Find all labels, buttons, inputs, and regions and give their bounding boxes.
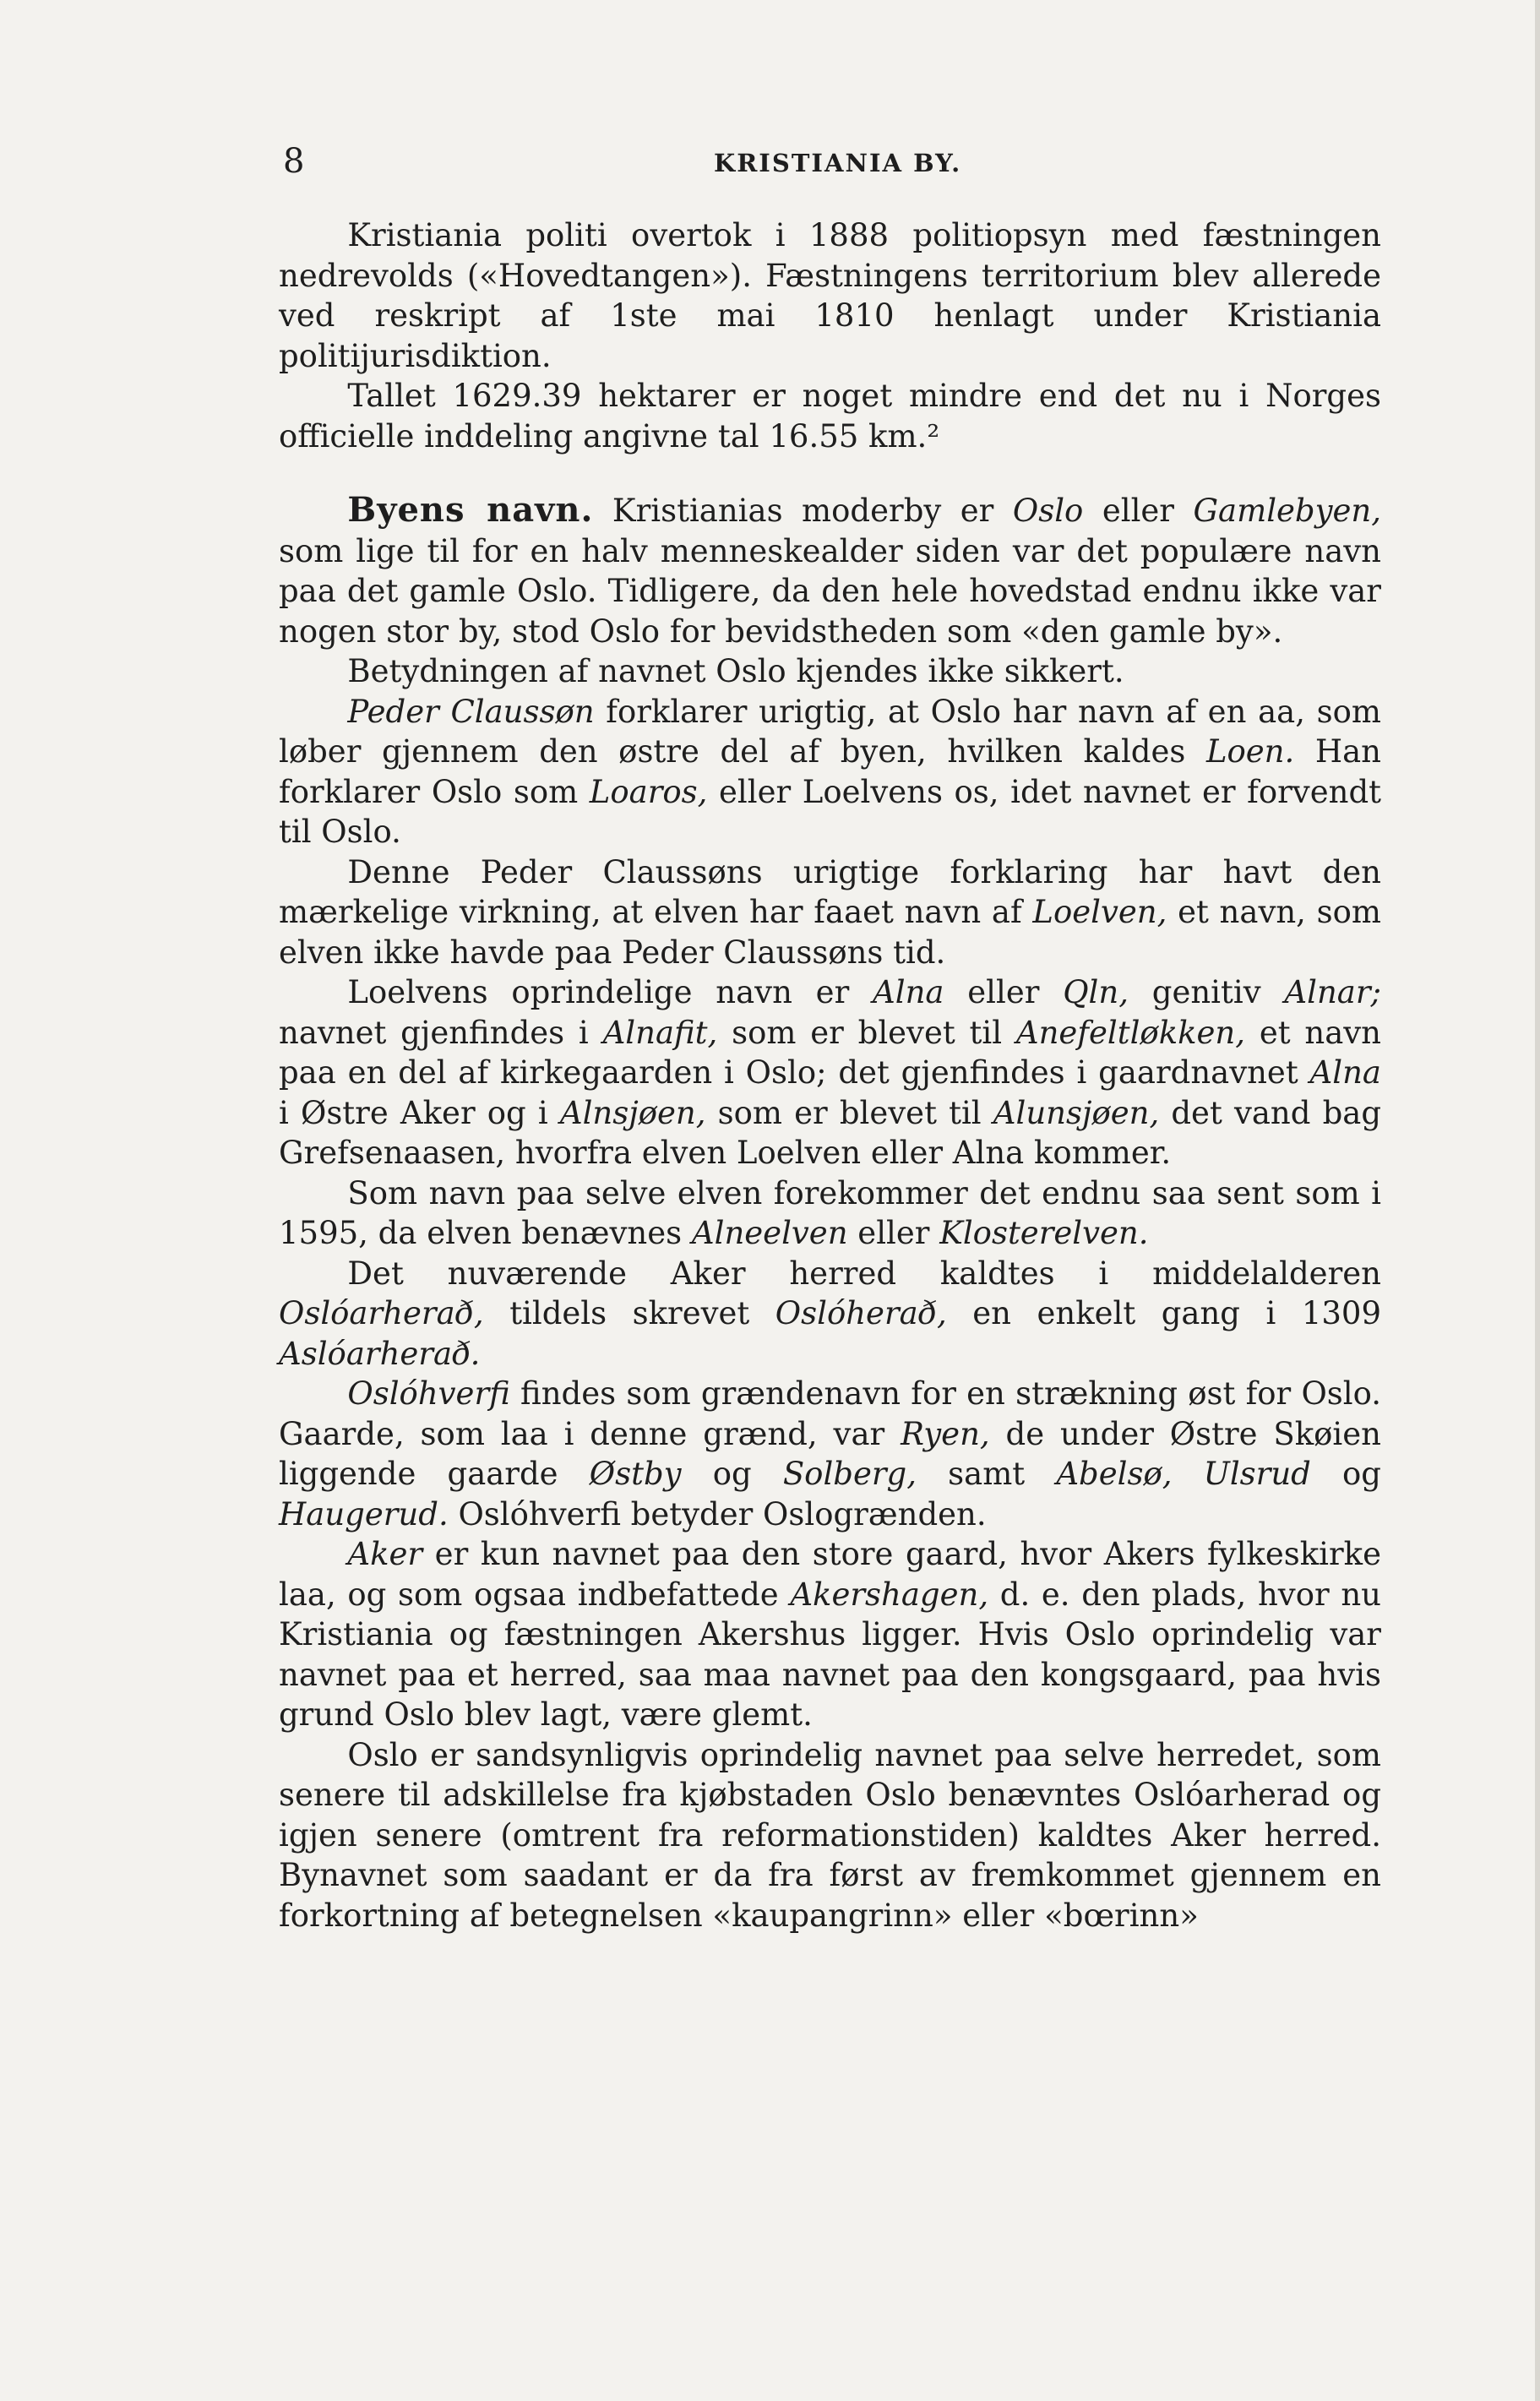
text-run: Kristianias moderby er [593,493,1013,529]
running-head: KRISTIANIA BY. [714,149,962,177]
text-run: Tallet 1629.39 hektarer er noget mindre end det nu i Norges officielle inddeling angivne tal 16.55 km.² [279,378,1381,455]
text-run: tildels skrevet [483,1295,775,1331]
text-run: Betydningen af navnet Oslo kjendes ikke sikkert. [347,653,1124,689]
body-text [279,215,1381,1936]
italic-term: Abelsø, Ulsrud [1056,1456,1311,1492]
italic-term: Alneelven [691,1215,848,1251]
text-run: eller [847,1215,940,1251]
text-run: og [681,1456,783,1492]
italic-term: Alna [873,974,944,1010]
text-run: som er blevet til [705,1094,993,1131]
text-run: de under Østre Skøien liggende gaarde [279,1415,1381,1492]
paragraph-p12 [279,1735,1381,1936]
text-run: Loelvens oprindelige navn er [347,974,873,1010]
italic-term: Oslóhverfi [347,1375,510,1412]
italic-term: Akershagen, [790,1576,989,1613]
italic-term: Loelven, [1032,894,1167,930]
italic-term: Ryen, [901,1415,990,1452]
text-run: som er blevet til [717,1014,1016,1051]
paragraph-p5 [279,692,1381,852]
page-number: 8 [283,142,305,181]
text-run: navnet gjenfindes i [279,1014,603,1051]
text-run: Kristiania politi overtok i 1888 politiopsyn med fæstningen nedrevolds («Hovedtangen»). Fæstningens territorium blev allerede ved reskript af 1ste mai 1810 henlagt under Kristiania politijurisdiktion. [279,217,1381,374]
italic-term: Aker [347,1536,423,1572]
text-run: Denne Peder Claussøns urigtige forklaring har havt den mærkelige virkning, at elven har faaet navn af [279,853,1381,930]
italic-term: Østby [589,1456,682,1492]
italic-term: Oslóarherað, [279,1295,484,1331]
paragraph-p11 [279,1534,1381,1735]
text-run: eller Loelvens os, idet navnet er forvendt til Oslo. [279,773,1381,850]
paragraph-p9 [279,1254,1381,1375]
paragraph-p3 [279,490,1381,651]
text-run: er kun navnet paa den store gaard, hvor Akers fylkeskirke laa, og som ogsaa indbefattede [279,1536,1381,1613]
page-header [283,142,1381,193]
text-run: Han forklarer Oslo som [279,733,1381,810]
text-run: eller [1083,493,1194,529]
page-edge [1535,0,1540,2401]
text-run: d. e. den plads, hvor nu Kristiania og fæstningen Akershus ligger. Hvis Oslo oprindelig var navnet paa et herred, saa maa navnet paa den kongsgaard, paa hvis grund Oslo blev lagt, være glemt. [279,1576,1381,1733]
text-run: det vand bag Grefsenaasen, hvorfra elven Loelven eller Alna kommer. [279,1094,1382,1171]
paragraph-p6 [279,852,1381,973]
italic-term: Loaros, [589,773,708,810]
italic-term: Alna [1309,1054,1381,1091]
italic-term: Anefeltløkken, [1015,1014,1246,1051]
text-run: et navn, som elven ikke havde paa Peder Claussøns tid. [279,894,1382,971]
italic-term: Aslóarherað. [279,1335,481,1372]
text-run: findes som grændenavn for en strækning øst for Oslo. Gaarde, som laa i denne grænd, var [279,1375,1381,1452]
italic-term: Peder Claussøn [347,693,595,730]
text-run: en enkelt gang i 1309 [946,1295,1381,1331]
paragraph-p7 [279,972,1381,1173]
italic-term: Klosterelven. [939,1215,1149,1251]
text-run: samt [917,1456,1057,1492]
text-run: Oslo er sandsynligvis oprindelig navnet paa selve herredet, som senere til adskillelse fra kjøbstaden Oslo benævntes Oslóarherad og igjen senere (omtrent fra reformationstiden) kaldtes Aker herred. Bynavnet som saadant er da fra først av fremkommet gjennem en forkortning af betegnelsen «kaupangrinn» eller «bœrinn» [279,1736,1381,1934]
italic-term: Qln, [1063,974,1129,1010]
text-run: forklarer urigtig, at Oslo har navn af en aa, som løber gjennem den østre del af byen, hvilken kaldes [279,693,1381,770]
italic-term: Alnafit, [602,1014,718,1051]
text-run: genitiv [1128,974,1285,1010]
italic-term: Haugerud. [279,1495,449,1533]
italic-term: Loen. [1205,733,1295,770]
text-run: Det nuværende Aker herred kaldtes i middelalderen [347,1255,1381,1292]
italic-term: Solberg, [782,1456,917,1492]
text-run: Som navn paa selve elven forekommer det endnu saa sent som i 1595, da elven benævnes [279,1174,1381,1251]
paragraph-p4 [279,651,1381,692]
section-heading: Byens navn. [347,490,594,530]
paragraph-p8 [279,1173,1381,1254]
italic-term: Oslóherað, [775,1295,947,1331]
text-run: et navn paa en del af kirkegaarden i Oslo; det gjenfindes i gaardnavnet [279,1014,1381,1091]
italic-term: Alnar; [1284,974,1382,1010]
italic-term: Gamlebyen, [1193,493,1382,529]
paragraph-p2 [279,376,1381,456]
text-run: eller [944,974,1064,1010]
text-run: i Østre Aker og i [279,1094,560,1131]
italic-term: Alunsjøen, [993,1094,1160,1131]
text-run: som lige til for en halv menneskealder siden var det populære navn paa det gamle Oslo. Tidligere, da den hele hovedstad endnu ikke var nogen stor by, stod Oslo for bevidstheden som «den gamle by». [279,532,1381,650]
italic-term: Oslo [1012,493,1084,529]
paragraph-p10 [279,1374,1381,1534]
text-run: og [1310,1456,1381,1492]
italic-term: Alnsjøen, [559,1094,706,1131]
paragraph-p1 [279,215,1381,376]
text-run: Oslóhverfi betyder Oslogrænden. [448,1495,987,1533]
